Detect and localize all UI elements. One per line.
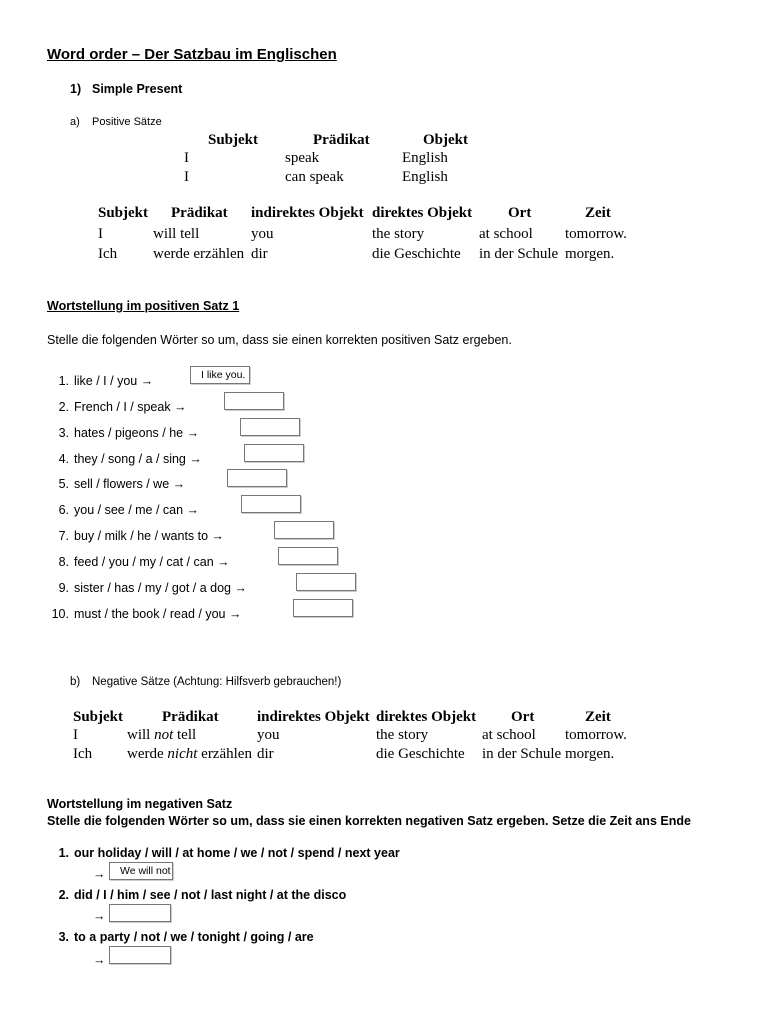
table-cell: the story [372, 226, 425, 242]
table-header: Subjekt [98, 205, 149, 221]
table-header: Ort [508, 205, 532, 221]
table-cell: tomorrow. [565, 226, 627, 242]
table-cell: English [402, 169, 448, 185]
list-item [47, 503, 199, 517]
answer-field[interactable] [241, 495, 301, 513]
answer-field[interactable] [240, 418, 300, 436]
table-cell [127, 727, 196, 744]
item-number: 9. [58, 581, 69, 595]
item-text: feed / you / my / cat / can → [74, 555, 230, 569]
item-text: hates / pigeons / he → [74, 426, 200, 440]
table-cell: in der Schule [479, 246, 559, 262]
item-number: 1. [58, 374, 69, 388]
answer-field[interactable] [244, 444, 304, 462]
table-cell [127, 746, 252, 763]
list-item [47, 607, 241, 621]
table-cell: at school [482, 727, 536, 743]
table-header: direktes Objekt [372, 205, 473, 221]
table-header: indirektes Objekt [251, 205, 364, 221]
list-item [47, 400, 187, 414]
list-item [47, 930, 314, 944]
sub-a-label: a) [70, 116, 80, 128]
negation-word: not [154, 727, 174, 743]
table-cell: I [98, 226, 103, 242]
item-number: 5. [58, 477, 69, 491]
table-header: Zeit [585, 205, 611, 221]
table-header: indirektes Objekt [257, 709, 370, 725]
table-header: Zeit [585, 709, 611, 725]
answer-field[interactable] [278, 547, 338, 565]
item-text: they / song / a / sing → [74, 452, 202, 466]
answer-field[interactable]: I like you. [190, 366, 250, 384]
item-number: 8. [58, 555, 69, 569]
list-item [47, 529, 224, 543]
pred-part: erzählen [201, 746, 252, 762]
item-text: sister / has / my / got / a dog → [74, 581, 247, 595]
table-cell: Ich [98, 246, 118, 262]
table-cell: werde erzählen [153, 246, 245, 262]
item-number: 7. [58, 529, 69, 543]
answer-field[interactable] [224, 392, 284, 410]
item-number: 2. [58, 400, 69, 414]
answer-field[interactable] [109, 946, 171, 964]
table-header: Prädikat [313, 132, 370, 148]
item-text: our holiday / will / at home / we / not / spend / next year [74, 846, 400, 860]
table-cell: English [402, 150, 448, 166]
pred-part: will [127, 727, 151, 743]
answer-field[interactable] [293, 599, 353, 617]
arrow-icon: → [93, 909, 106, 923]
table-header: Subjekt [208, 132, 259, 148]
table-cell: can speak [285, 169, 344, 185]
list-item [47, 426, 199, 440]
answer-field[interactable] [296, 573, 356, 591]
table-cell: Ich [73, 746, 93, 762]
list-item [47, 374, 153, 388]
answer-field[interactable] [274, 521, 334, 539]
table-header: direktes Objekt [376, 709, 477, 725]
sub-a-text: Positive Sätze [92, 116, 162, 128]
list-item [47, 555, 230, 569]
item-text: French / I / speak → [74, 400, 187, 414]
negation-word: nicht [167, 746, 198, 762]
table-header: Prädikat [171, 205, 228, 221]
table-cell: die Geschichte [376, 746, 465, 762]
table-cell: you [257, 727, 280, 743]
list-item [47, 846, 400, 860]
item-number: 10. [51, 607, 69, 621]
exercise1-instruction: Stelle die folgenden Wörter so um, dass sie einen korrekten positiven Satz ergeben. [47, 333, 512, 347]
table-cell: die Geschichte [372, 246, 461, 262]
table-cell: will tell [153, 226, 200, 242]
page-title: Word order – Der Satzbau im Englischen [47, 46, 337, 63]
list-item [47, 452, 202, 466]
exercise2-heading: Wortstellung im negativen Satz [47, 797, 233, 811]
item-number: 2. [58, 888, 69, 902]
table-cell: in der Schule [482, 746, 562, 762]
list-item [47, 581, 247, 595]
table-cell: I [73, 727, 78, 743]
pred-part: werde [127, 746, 164, 762]
table-cell: morgen. [565, 746, 615, 762]
section-number: 1) [70, 82, 82, 96]
item-text: you / see / me / can → [74, 503, 200, 517]
table-cell: tomorrow. [565, 727, 627, 743]
table-cell: I [184, 150, 189, 166]
item-number: 1. [58, 846, 69, 860]
table-cell: at school [479, 226, 533, 242]
table-cell: morgen. [565, 246, 615, 262]
table-header: Ort [511, 709, 535, 725]
item-number: 4. [58, 452, 69, 466]
item-text: did / I / him / see / not / last night / at the disco [74, 888, 347, 902]
item-text: sell / flowers / we → [74, 477, 186, 491]
table-header: Prädikat [162, 709, 219, 725]
table-cell: dir [257, 746, 274, 762]
table-cell: I [184, 169, 189, 185]
arrow-icon: → [93, 867, 106, 881]
sub-b-text: Negative Sätze (Achtung: Hilfsverb gebrauchen!) [92, 676, 342, 688]
arrow-icon: → [93, 953, 106, 967]
exercise2-instruction: Stelle die folgenden Wörter so um, dass sie einen korrekten negativen Satz ergeben. Setze die Zeit ans Ende [47, 814, 691, 828]
sub-b-label: b) [70, 676, 81, 688]
pred-part: tell [177, 727, 197, 743]
table-header: Subjekt [73, 709, 124, 725]
item-text: like / I / you → [74, 374, 154, 388]
answer-field[interactable]: We will not [109, 862, 173, 880]
table-cell: the story [376, 727, 429, 743]
answer-field[interactable] [227, 469, 287, 487]
answer-field[interactable] [109, 904, 171, 922]
table-cell: dir [251, 246, 268, 262]
item-text: must / the book / read / you → [74, 607, 242, 621]
item-text: to a party / not / we / tonight / going / are [74, 930, 314, 944]
item-number: 3. [58, 426, 69, 440]
list-item [47, 888, 346, 902]
table-header: Objekt [423, 132, 468, 148]
section-heading: Simple Present [92, 82, 183, 96]
exercise1-heading: Wortstellung im positiven Satz 1 [47, 299, 240, 313]
item-text: buy / milk / he / wants to → [74, 529, 225, 543]
table-cell: speak [285, 150, 320, 166]
item-number: 3. [58, 930, 69, 944]
list-item [47, 477, 185, 491]
item-number: 6. [58, 503, 69, 517]
table-cell: you [251, 226, 274, 242]
